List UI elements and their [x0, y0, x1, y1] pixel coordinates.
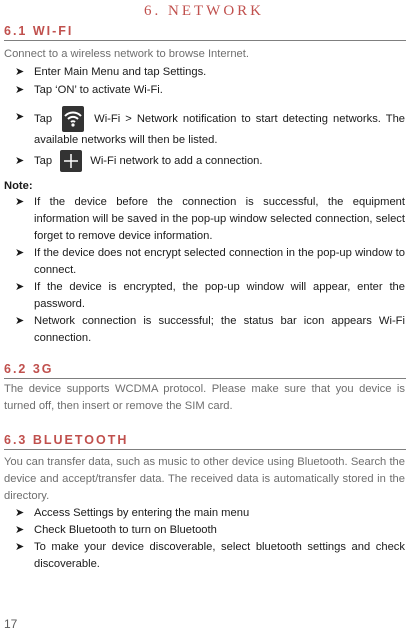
note-item-1-text: If the device before the connection is successful, the equipment information will be saved in the pop-up window selected connection, select forget to remove device information. [34, 196, 405, 242]
arrow-bullet-icon: ➤ [15, 524, 25, 536]
note-item-1 [15, 194, 405, 245]
wifi-step-3 [15, 106, 406, 149]
arrow-bullet-icon: ➤ [15, 281, 25, 293]
wifi-step-1 [15, 64, 405, 81]
bluetooth-step-2 [15, 522, 405, 539]
wifi-step-4 [15, 150, 405, 172]
arrow-bullet-icon: ➤ [15, 507, 25, 519]
arrow-bullet-icon: ➤ [15, 196, 25, 208]
wifi-step-3-pre: Tap [34, 112, 53, 125]
wifi-step-2 [15, 82, 405, 99]
wifi-intro: Connect to a wireless network to browse Internet. [4, 48, 249, 60]
arrow-bullet-icon: ➤ [15, 541, 25, 553]
section-heading-bluetooth: 6.3 BLUETOOTH [4, 431, 406, 450]
arrow-bullet-icon: ➤ [15, 111, 25, 123]
bluetooth-step-3-text: To make your device discoverable, select bluetooth settings and check discoverable. [34, 541, 405, 570]
bluetooth-step-2-text: Check Bluetooth to turn on Bluetooth [34, 524, 217, 536]
bluetooth-body: You can transfer data, such as music to other device using Bluetooth. Search the device and accept/transfer data. The received data is automatically stored in the directory. [4, 456, 405, 502]
bluetooth-step-3 [15, 539, 405, 573]
note-item-3-text: If the device is encrypted, the pop-up window will appear, enter the password. [34, 281, 405, 310]
arrow-bullet-icon: ➤ [15, 84, 25, 96]
note-item-2 [15, 245, 405, 279]
wifi-step-3-post: Wi-Fi > Network notification to start detecting networks. The available networks will then be listed. [34, 112, 406, 146]
note-item-4-text: Network connection is successful; the status bar icon appears Wi-Fi connection. [34, 315, 405, 344]
section-heading-3g: 6.2 3G [4, 360, 406, 379]
arrow-bullet-icon: ➤ [15, 247, 25, 259]
note-label: Note: [4, 180, 33, 192]
page-number: 17 [4, 617, 18, 631]
section-heading-wifi: 6.1 WI-FI [4, 22, 406, 41]
plus-icon [60, 150, 82, 172]
arrow-bullet-icon: ➤ [15, 315, 25, 327]
wifi-step-4-post: Wi-Fi network to add a connection. [90, 154, 263, 167]
note-item-2-text: If the device does not encrypt selected connection in the pop-up window to connect. [34, 247, 405, 276]
3g-body: The device supports WCDMA protocol. Please make sure that you device is turned off, then insert or remove the SIM card. [4, 383, 405, 412]
wifi-step-1-text: Enter Main Menu and tap Settings. [34, 66, 207, 78]
arrow-bullet-icon: ➤ [15, 66, 25, 78]
chapter-title: 6. NETWORK [144, 3, 264, 19]
note-item-4 [15, 313, 405, 347]
bluetooth-step-1-text: Access Settings by entering the main menu [34, 507, 250, 519]
wifi-step-4-pre: Tap [34, 154, 53, 167]
wifi-step-2-text: Tap ‘ON’ to activate Wi-Fi. [34, 84, 163, 96]
arrow-bullet-icon: ➤ [15, 155, 25, 167]
wifi-signal-icon [62, 106, 84, 132]
note-item-3 [15, 279, 405, 313]
bluetooth-step-1 [15, 505, 405, 522]
